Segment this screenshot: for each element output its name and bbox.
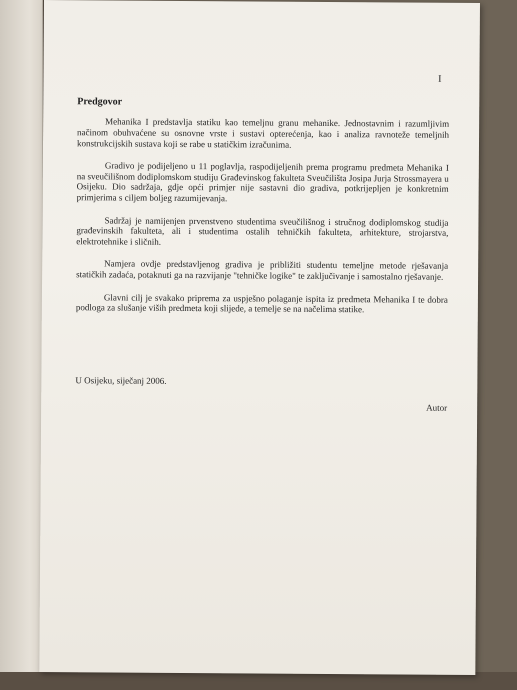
paragraph-2: Gradivo je podijeljeno u 11 poglavlja, raspodijeljenih prema programu predmeta Mehanika I na sveučilišnom dodiplomskom studiju Građevinskog fakulteta Sveučilišta Josipa Jurja Strossmayera u Osijeku. Dio sadržaja, gdje opći primjer nije sastavni dio gradiva, potkrijepljen je konkretnim primjerima s ciljem boljeg razumijevanja. <box>76 160 449 204</box>
paragraph-3: Sadržaj je namijenjen prvenstveno studentima sveučilišnog i stručnog dodiplomskog studija građevinskih fakulteta, ali i studentima ostalih tehničkih fakulteta, arhitekture, strojarstva, elektrotehnike i sličnih. <box>76 215 449 247</box>
page-heading: Predgovor <box>77 96 123 108</box>
previous-page-edge <box>0 0 43 690</box>
page-number: I <box>438 73 442 85</box>
place-and-date: U Osijeku, siječanj 2006. <box>75 375 167 386</box>
paragraph-1: Mehanika I predstavlja statiku kao temeljnu granu mehanike. Jednostavnim i razumljivim načinom obuhvaćene su osnovne vrste i sustavi opterećenja, kao i analiza ravnoteže temeljnih konstrukcijskih sustava koji se rabe u statičkim izračunima. <box>76 116 450 150</box>
author-signature: Autor <box>426 402 448 413</box>
paragraph-4: Namjera ovdje predstavljenog gradiva je približiti studentu temeljne metode rješavanja statičkih zadaća, potaknuti ga na razvijanje "tehničke logike" te zaključivanje i samostalno rješavanje. <box>76 258 449 283</box>
page-body <box>76 116 449 327</box>
document-page <box>39 0 480 675</box>
paragraph-5: Glavni cilj je svakako priprema za uspješno polaganje ispita iz predmeta Mehanika I te dobra podloga za slušanje viših predmeta koji slijede, a temelje se na načelima statike. <box>75 291 448 315</box>
